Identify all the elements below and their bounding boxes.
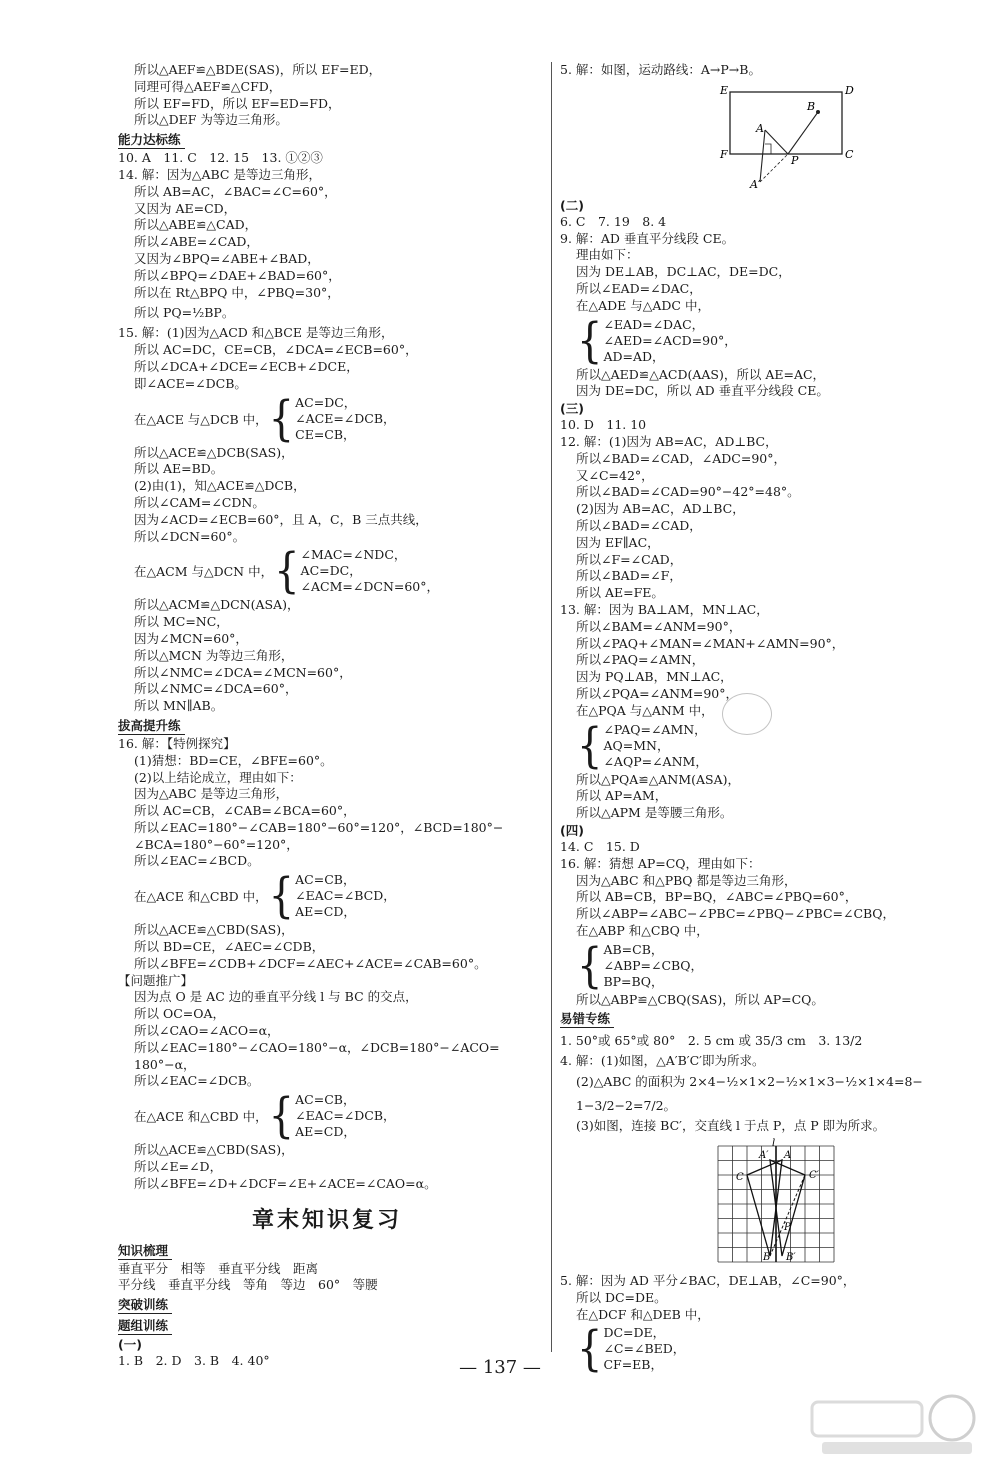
brace-item: CE=CB，	[295, 426, 356, 442]
p1-block	[118, 62, 536, 129]
text-line: 所以∠PQA=∠ANM=90°，	[576, 685, 738, 701]
label-B: B	[807, 99, 816, 113]
brace-item: AD=AD，	[603, 348, 665, 364]
label-C-prime: C′	[809, 1170, 819, 1182]
text-line: 所以∠BFE=∠D+∠DCF=∠E+∠ACE=∠CAO=α。	[134, 1175, 437, 1191]
answers-14-15: 14. C 15. D	[560, 838, 640, 854]
text-line: 9. 解：AD 垂直平分线段 CE。	[560, 230, 735, 246]
text-line: 垂直平分 相等 垂直平分线 距离	[118, 1260, 319, 1276]
text-line: 所以∠BAD=∠F，	[576, 568, 682, 584]
text-line: 在△ADE 与△ADC 中，	[576, 297, 710, 313]
text-line: 所以△ABP≌△CBQ(SAS)，所以 AP=CQ。	[576, 991, 824, 1007]
brace-symbol: {	[577, 312, 603, 369]
text-line: 在△ABP 和△CBQ 中，	[576, 922, 709, 938]
text-line: 又因为 AE=CD，	[134, 200, 237, 216]
answers-1-3: 1. 50°或 65°或 80° 2. 5 cm 或 35/3 cm 3. 13/2	[560, 1033, 863, 1049]
text-line: 因为 EF∥AC，	[576, 534, 660, 550]
group-label: (四)	[560, 822, 584, 838]
text-line: 所以 DC=DE。	[576, 1289, 667, 1305]
brace-group	[560, 717, 985, 774]
text-line: 所以△PQA≌△ANM(ASA)，	[576, 771, 741, 787]
text-line: 所以△AEF≌△BDE(SAS)，所以 EF=ED，	[134, 62, 382, 77]
figure-1-svg	[560, 82, 860, 190]
text-line: 所以∠CAO=∠ACO=α，	[134, 1023, 280, 1039]
text-line: 理由如下：	[576, 247, 639, 263]
label-C: C	[845, 147, 854, 161]
brace-group	[118, 543, 536, 599]
text-line: 因为∠MCN=60°，	[134, 630, 248, 646]
section-heading-tigao: 拔高提升练	[118, 717, 185, 735]
text-line: 所以 AC=DC，CE=CB，∠DCA=∠ECB=60°，	[134, 342, 418, 358]
text-line: 因为∠ACD=∠ECB=60°，且 A，C，B 三点共线，	[134, 511, 428, 527]
text-line: 所以 AP=AM，	[576, 788, 668, 804]
label-P: P	[784, 1222, 791, 1234]
text-line: 所以 AE=FE。	[576, 585, 664, 601]
text-line: 所以∠F=∠CAD，	[576, 551, 683, 567]
chapter-title: 章末知识复习	[251, 1207, 402, 1233]
text-line: 13. 解：因为 BA⊥AM，MN⊥AC，	[560, 601, 769, 617]
text-line: 所以 AB=AC，∠BAC=∠C=60°，	[134, 183, 337, 199]
text-line: ∠BCA=180°−60°=120°，	[134, 836, 299, 852]
group-label: (三)	[560, 401, 584, 417]
text-line: 所以∠EAC=∠DCB。	[134, 1073, 260, 1089]
brace-item: AC=DC，	[300, 563, 362, 579]
text-line: 因为 PQ⊥AB，MN⊥AC，	[576, 669, 733, 685]
brace-symbol: {	[577, 1321, 603, 1378]
text-line: (2)以上结论成立，理由如下：	[134, 769, 302, 785]
text-line: 所以△ACM≌△DCN(ASA)，	[134, 597, 300, 613]
figure-2-svg	[560, 1138, 860, 1266]
text-line: (3)如图，连接 BC′，交直线 l 于点 P，点 P 即为所求。	[576, 1118, 886, 1134]
q9-block	[560, 231, 985, 401]
text-line: 14. 解：因为△ABC 是等边三角形，	[118, 166, 321, 182]
text-line: 所以 MC=NC，	[134, 614, 229, 630]
brace-group	[118, 390, 536, 447]
stamp-mark	[722, 693, 772, 735]
text-line: 所以∠ABE=∠CAD，	[134, 234, 259, 250]
answers-10-11: 10. D 11. 10	[560, 417, 647, 433]
group-label: (一)	[118, 1337, 142, 1353]
label-A: A	[756, 121, 764, 135]
watermark-logo	[802, 1390, 982, 1460]
text-line: 所以∠ABP=∠ABC−∠PBC=∠PBQ−∠PBC=∠CBQ，	[576, 906, 895, 922]
text-line: 因为△ABC 和△PBQ 都是等边三角形，	[576, 872, 797, 888]
brace-item: ∠ABP=∠CBQ，	[603, 957, 703, 973]
brace-item: AE=CD，	[295, 904, 356, 920]
brace-item: AB=CB，	[603, 941, 664, 957]
text-line: 在△PQA 与△ANM 中，	[576, 702, 714, 718]
text-line: 所以 MN∥AB。	[134, 698, 224, 714]
brace-item: AC=CB，	[295, 872, 356, 888]
text-line: (1)猜想：BD=CE，∠BFE=60°。	[134, 752, 333, 768]
brace-item: ∠ACM=∠DCN=60°，	[300, 579, 440, 595]
label-C: C	[736, 1172, 744, 1184]
text-line: 1−3/2−2=7/2。	[576, 1098, 677, 1114]
text-line: 所以∠EAC=∠BCD。	[134, 853, 260, 869]
text-line: 所以△ACE≌△CBD(SAS)，	[134, 922, 294, 938]
text-line: 所以△DEF 为等边三角形。	[134, 112, 288, 128]
text-line: 16. 解：【特例探究】	[118, 735, 236, 751]
text-line: 所以△ACE≌△DCB(SAS)，	[134, 444, 294, 460]
text-line: (2)因为 AB=AC，AD⊥BC，	[576, 501, 745, 517]
brace-item: ∠EAC=∠DCB，	[295, 1108, 396, 1124]
text-line: 4. 解：(1)如图，△A′B′C′即为所求。	[560, 1053, 765, 1069]
q13-block	[560, 602, 985, 822]
brace-lead: 在△ACM 与△DCN 中，	[134, 564, 274, 580]
brace-group	[560, 938, 985, 994]
text-line: 所以 AB=CB，BP=BQ，∠ABC=∠PBQ=60°，	[576, 889, 858, 905]
brace-group	[118, 1088, 536, 1144]
text-line: 所以∠E=∠D，	[134, 1159, 223, 1175]
text-line: 所以∠PAQ+∠MAN=∠MAN+∠AMN=90°，	[576, 635, 845, 651]
text-line: 因为点 O 是 AC 边的垂直平分线 l 与 BC 的交点，	[134, 989, 418, 1005]
section-heading-tizu: 题组训练	[118, 1317, 172, 1335]
brace-group	[560, 312, 985, 369]
text-line: 平分线 垂直平分线 等角 等边 60° 等腰	[118, 1277, 378, 1293]
text-line: 因为△ABC 是等边三角形，	[134, 786, 289, 802]
answers-1-4: 1. B 2. D 3. B 4. 40°	[118, 1353, 270, 1369]
text-line: 因为 DE⊥AB，DC⊥AC，DE=DC，	[576, 264, 791, 280]
label-A-prime: A′	[759, 1150, 769, 1162]
text-line: 所以∠DCA+∠DCE=∠ECB+∠DCE，	[134, 358, 359, 374]
brace-item: ∠EAC=∠BCD，	[295, 888, 396, 904]
text-line: 所以∠DCN=60°。	[134, 528, 246, 544]
label-A: A	[784, 1150, 792, 1162]
label-l: l	[772, 1138, 776, 1150]
text-line: 所以∠EAC=180°−∠CAB=180°−60°=120°，∠BCD=180°−	[134, 819, 504, 835]
brace-item: ∠ACE=∠DCB，	[295, 410, 396, 426]
text-line: 180°−α，	[134, 1056, 196, 1072]
label-B: B	[763, 1252, 771, 1264]
section-heading-shuli: 知识梳理	[118, 1242, 172, 1260]
text-line: 所以∠NMC=∠DCA=60°，	[134, 681, 298, 697]
text-line: 所以∠PAQ=∠AMN，	[576, 652, 705, 668]
page-number: — 137 —	[459, 1357, 541, 1378]
q14-block	[118, 167, 536, 325]
brace-item: ∠C=∠BED，	[603, 1341, 686, 1357]
brace-symbol: {	[268, 868, 295, 924]
text-line: 即∠ACE=∠DCB。	[134, 375, 247, 391]
brace-item: AQ=MN，	[603, 737, 670, 753]
section-heading-nengli: 能力达标练	[118, 131, 185, 149]
brace-symbol: {	[274, 543, 300, 599]
text-line: 所以∠CAM=∠CDN。	[134, 494, 265, 510]
text-line: 所以∠EAC=180°−∠CAO=180°−α，∠DCB=180°−∠ACO=	[134, 1039, 500, 1055]
column-divider	[551, 62, 552, 1352]
text-line: 所以∠BAD=∠CAD=90°−42°=48°。	[576, 484, 800, 500]
text-line: 所以∠BAD=∠CAD，	[576, 517, 702, 533]
text-line: 同理可得△AEF≌△CFD，	[134, 78, 282, 94]
text-line: 所以 AE=BD。	[134, 461, 224, 477]
text-line: 在△DCF 和△DEB 中，	[576, 1306, 710, 1322]
label-A-prime: A′	[750, 177, 761, 190]
text-line: 又∠C=42°，	[576, 467, 654, 483]
text-line: 所以在 Rt△BPQ 中，∠PBQ=30°，	[134, 284, 340, 300]
brace-group	[118, 868, 536, 924]
brace-symbol: {	[268, 1088, 295, 1144]
text-line: 所以∠BPQ=∠DAE+∠BAD=60°，	[134, 267, 341, 283]
label-B-prime: B′	[786, 1252, 796, 1264]
brace-item: ∠AQP=∠ANM，	[603, 753, 708, 769]
figure-rectangle-path	[560, 82, 985, 194]
text-line: 所以 EF=FD，所以 EF=ED=FD，	[134, 95, 341, 111]
section-heading-tupo: 突破训练	[118, 1296, 172, 1314]
brace-symbol: {	[577, 938, 603, 994]
section-heading-yicuo: 易错专练	[560, 1010, 614, 1028]
text-line: 所以∠BFE=∠CDB+∠DCF=∠AEC+∠ACE=∠CAB=60°。	[134, 955, 487, 971]
brace-symbol: {	[577, 717, 603, 774]
text-line: (2)由(1)，知△ACE≌△DCB，	[134, 478, 306, 494]
brace-item: CF=EB，	[603, 1357, 663, 1373]
brace-item: ∠PAQ=∠AMN，	[603, 721, 707, 737]
label-F: F	[720, 147, 728, 161]
q12-block	[560, 434, 985, 602]
text-line: 所以△APM 是等腰三角形。	[576, 805, 733, 821]
answers-10-13: 10. A 11. C 12. 15 13. ①②③	[118, 150, 323, 166]
brace-lead: 在△ACE 和△CBD 中，	[134, 1109, 268, 1125]
label-P: P	[791, 153, 799, 167]
brace-lead: 在△ACE 和△CBD 中，	[134, 889, 268, 905]
brace-item: DC=DE，	[603, 1325, 666, 1341]
brace-symbol: {	[268, 390, 295, 447]
text-line: 所以∠BAD=∠CAD，∠ADC=90°，	[576, 450, 786, 466]
right-column	[560, 62, 985, 1378]
text-line: 因为 DE=DC，所以 AD 垂直平分线段 CE。	[576, 383, 829, 399]
figure-grid	[560, 1138, 985, 1270]
q15-block	[118, 325, 536, 715]
text-line: 【问题推广】	[118, 972, 194, 988]
text-line: 15. 解：(1)因为△ACD 和△BCE 是等边三角形，	[118, 325, 394, 341]
text-line: 又因为∠BPQ=∠ABE+∠BAD，	[134, 250, 320, 266]
group-label: (二)	[560, 197, 584, 213]
text-line: (2)△ABC 的面积为 2×4−½×1×2−½×1×3−½×1×4=8−	[576, 1074, 923, 1090]
left-column	[118, 62, 536, 1370]
q16-right-block	[560, 856, 985, 1009]
text-line: 5. 解：因为 AD 平分∠BAC，DE⊥AB，∠C=90°，	[560, 1273, 856, 1289]
brace-item: AE=CD，	[295, 1124, 356, 1140]
text-line: 所以 PQ=½BP。	[134, 305, 235, 321]
text-line: 所以△ACE≌△CBD(SAS)，	[134, 1142, 294, 1158]
text-line: 所以△AED≌△ACD(AAS)，所以 AE=AC，	[576, 366, 826, 382]
text-line: 所以 AC=CB，∠CAB=∠BCA=60°，	[134, 803, 356, 819]
text-line: 所以△ABE≌△CAD，	[134, 217, 258, 233]
text-line: 所以 OC=OA，	[134, 1006, 226, 1022]
brace-item: ∠AED=∠ACD=90°，	[603, 332, 737, 348]
text-line: 所以∠EAD=∠DAC，	[576, 280, 702, 296]
brace-item: ∠MAC=∠NDC，	[300, 547, 407, 563]
brace-item: AC=CB，	[295, 1092, 356, 1108]
text-line: 所以 BD=CE，∠AEC=∠CDB，	[134, 939, 325, 955]
text-line: 12. 解：(1)因为 AB=AC，AD⊥BC，	[560, 433, 778, 449]
brace-item: ∠EAD=∠DAC，	[603, 316, 705, 332]
text-line: 所以∠BAM=∠ANM=90°，	[576, 618, 742, 634]
answers-6-8: 6. C 7. 19 8. 4	[560, 213, 667, 229]
text-line: 5. 解：如图，运动路线：A→P→B。	[560, 62, 761, 77]
brace-lead: 在△ACE 与△DCB 中，	[134, 411, 268, 427]
brace-item: BP=BQ，	[603, 973, 664, 989]
label-E: E	[720, 83, 729, 97]
text-line: 所以∠NMC=∠DCA=∠MCN=60°，	[134, 664, 352, 680]
q16-block	[118, 736, 536, 1193]
text-line: 16. 解：猜想 AP=CQ，理由如下：	[560, 855, 761, 871]
text-line: 所以△MCN 为等边三角形，	[134, 647, 294, 663]
brace-item: AC=DC，	[295, 394, 357, 410]
label-D: D	[845, 83, 854, 97]
